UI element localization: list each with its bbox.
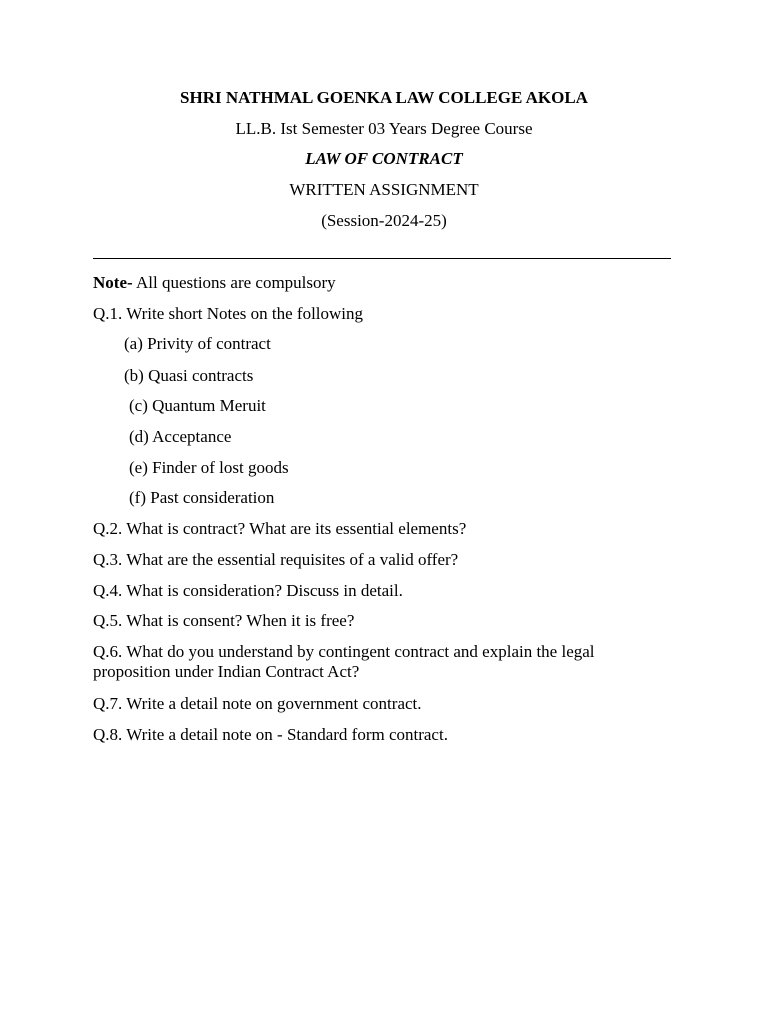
question-3: Q.3. What are the essential requisites of a valid offer?: [93, 550, 459, 569]
question-2: Q.2. What is contract? What are its essential elements?: [93, 519, 467, 538]
q1-item-f: (f) Past consideration: [129, 488, 275, 507]
q1-item-c: (c) Quantum Meruit: [129, 396, 266, 415]
question-7: Q.7. Write a detail note on government contract.: [93, 694, 422, 713]
college-name: SHRI NATHMAL GOENKA LAW COLLEGE AKOLA: [180, 88, 588, 107]
question-5: Q.5. What is consent? When it is free?: [93, 611, 355, 630]
session-label: (Session-2024-25): [321, 211, 447, 230]
question-4: Q.4. What is consideration? Discuss in detail.: [93, 581, 403, 600]
q1-item-a: (a) Privity of contract: [124, 334, 271, 353]
course-title: LL.B. Ist Semester 03 Years Degree Course: [235, 119, 533, 138]
q1-item-e: (e) Finder of lost goods: [129, 458, 289, 477]
assignment-title: WRITTEN ASSIGNMENT: [289, 180, 479, 199]
note-line: [93, 273, 336, 293]
q1-item-b: (b) Quasi contracts: [124, 366, 254, 385]
note-label: Note-: [93, 273, 133, 292]
question-8: Q.8. Write a detail note on - Standard form contract.: [93, 725, 448, 744]
question-6: Q.6. What do you understand by contingent contract and explain the legal proposition under Indian Contract Act?: [93, 642, 595, 681]
note-text: All questions are compulsory: [132, 273, 336, 292]
question-1: Q.1. Write short Notes on the following: [93, 304, 364, 323]
header-divider: [93, 258, 671, 259]
subject-title: LAW OF CONTRACT: [305, 149, 463, 168]
q1-item-d: (d) Acceptance: [129, 427, 232, 446]
